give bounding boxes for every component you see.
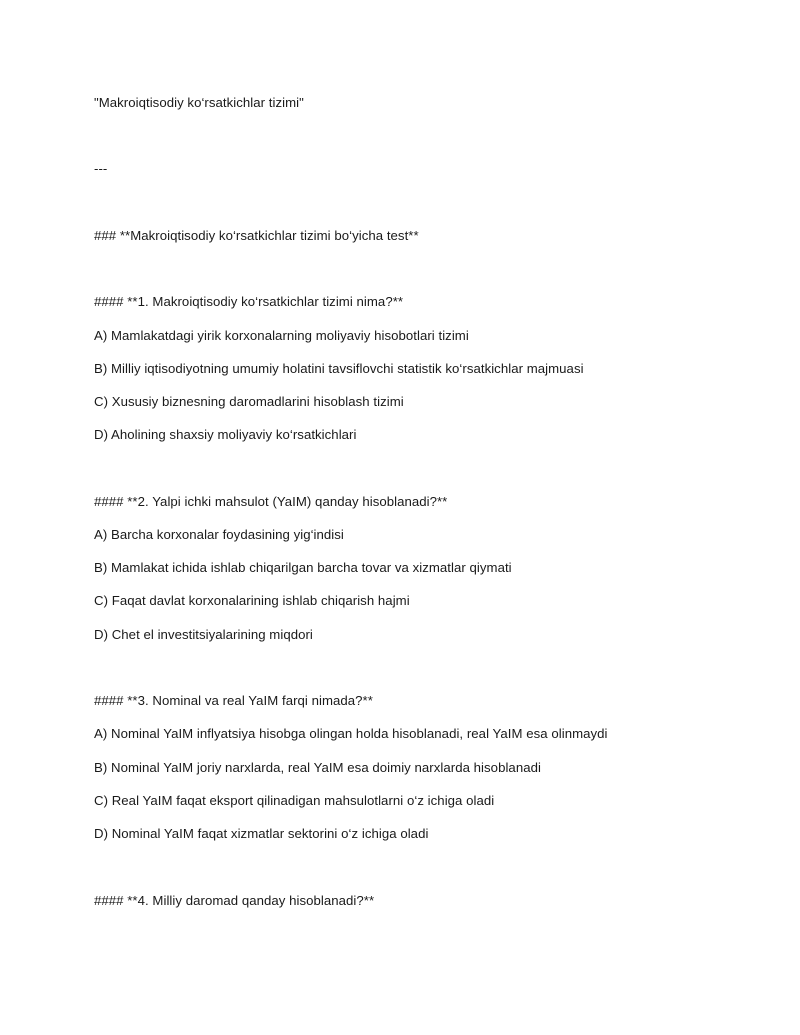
question-3-option-d: D) Nominal YaIM faqat xizmatlar sektorini o‘z ichiga oladi <box>94 826 429 841</box>
question-2-option-a: A) Barcha korxonalar foydasining yig‘indisi <box>94 527 344 542</box>
question-4-heading: #### **4. Milliy daromad qanday hisoblanadi?** <box>94 893 375 908</box>
document-title: "Makroiqtisodiy ko‘rsatkichlar tizimi" <box>94 95 304 110</box>
question-2-option-d: D) Chet el investitsiyalarining miqdori <box>94 627 313 642</box>
question-2-option-b: B) Mamlakat ichida ishlab chiqarilgan barcha tovar va xizmatlar qiymati <box>94 560 512 575</box>
question-1-option-d: D) Aholining shaxsiy moliyaviy ko‘rsatkichlari <box>94 427 357 442</box>
question-3-option-a: A) Nominal YaIM inflyatsiya hisobga olingan holda hisoblanadi, real YaIM esa olinmaydi <box>94 726 608 741</box>
question-1-option-c: C) Xususiy biznesning daromadlarini hisoblash tizimi <box>94 394 404 409</box>
section-heading: ### **Makroiqtisodiy ko‘rsatkichlar tizimi bo‘yicha test** <box>94 228 419 243</box>
separator: --- <box>94 161 108 176</box>
question-1-option-a: A) Mamlakatdagi yirik korxonalarning moliyaviy hisobotlari tizimi <box>94 328 469 343</box>
question-1-option-b: B) Milliy iqtisodiyotning umumiy holatini tavsiflovchi statistik ko‘rsatkichlar majmuasi <box>94 361 584 376</box>
question-3-option-c: C) Real YaIM faqat eksport qilinadigan mahsulotlarni o‘z ichiga oladi <box>94 793 495 808</box>
question-2-heading: #### **2. Yalpi ichki mahsulot (YaIM) qanday hisoblanadi?** <box>94 494 448 509</box>
question-3-heading: #### **3. Nominal va real YaIM farqi nimada?** <box>94 693 373 708</box>
question-3-option-b: B) Nominal YaIM joriy narxlarda, real YaIM esa doimiy narxlarda hisoblanadi <box>94 760 541 775</box>
question-1-heading: #### **1. Makroiqtisodiy ko‘rsatkichlar tizimi nima?** <box>94 294 404 309</box>
question-2-option-c: C) Faqat davlat korxonalarining ishlab chiqarish hajmi <box>94 593 410 608</box>
